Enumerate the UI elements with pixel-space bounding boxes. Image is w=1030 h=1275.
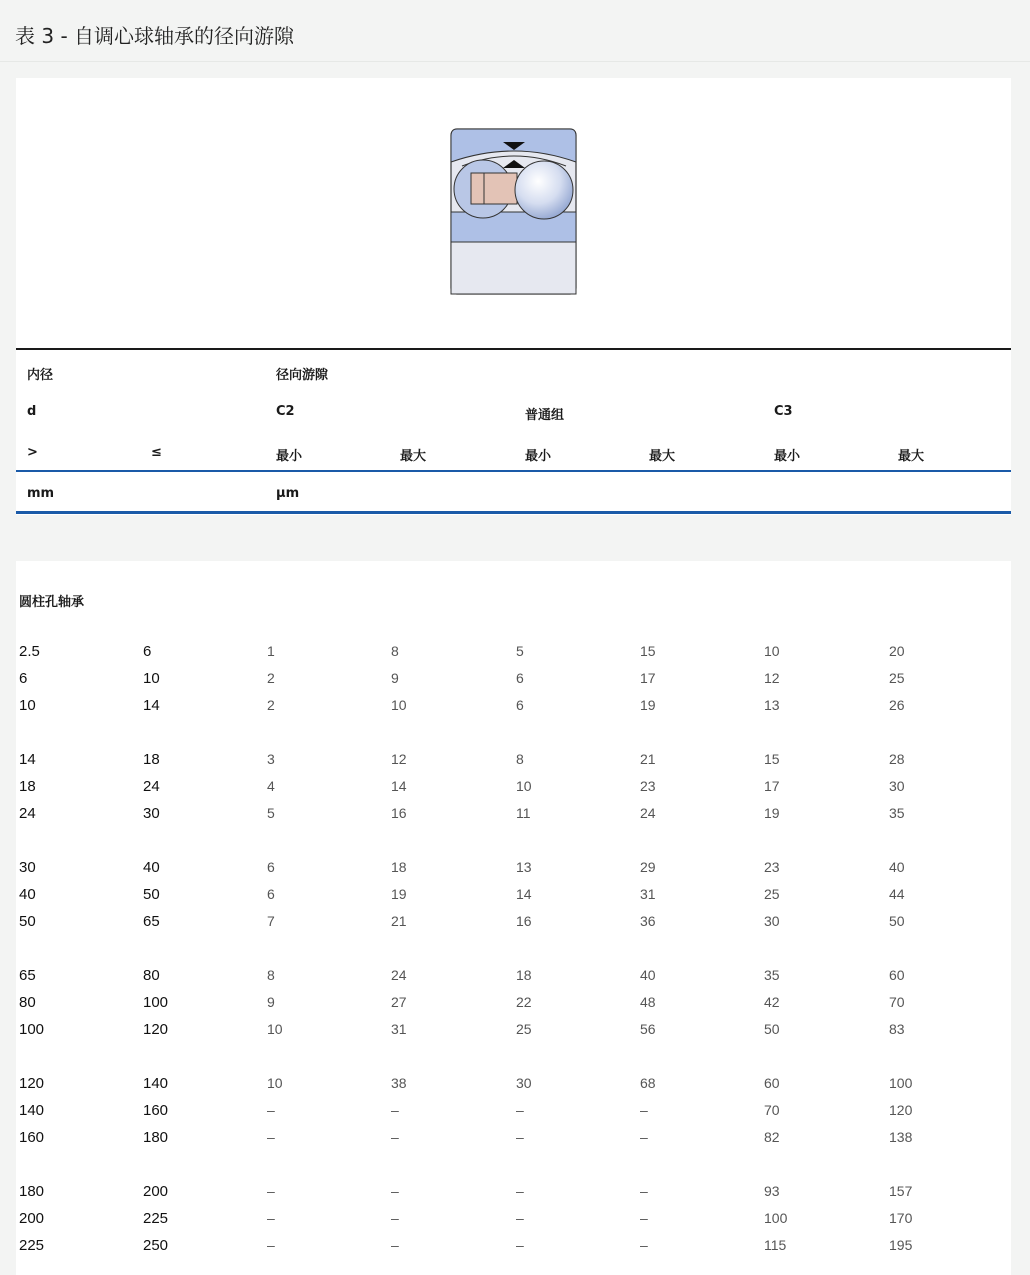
table-cell: –	[516, 1237, 524, 1253]
header-unit-mm: mm	[27, 486, 55, 501]
header-min: 最小	[276, 449, 303, 464]
table-cell: –	[516, 1210, 524, 1226]
table-cell: 225	[143, 1210, 169, 1227]
page-title: 表 3 - 自调心球轴承的径向游隙	[15, 24, 295, 48]
table-cell: 50	[764, 1021, 780, 1037]
table-cell: 115	[764, 1237, 787, 1253]
table-cell: 25	[764, 886, 780, 902]
table-row	[16, 697, 1011, 724]
table-cell: 40	[19, 886, 36, 903]
header-max: 最大	[400, 449, 427, 464]
header-top-rule	[16, 348, 1011, 350]
table-cell: 38	[391, 1075, 407, 1091]
table-cell: 18	[516, 967, 532, 983]
table-cell: –	[516, 1129, 524, 1145]
table-cell: 10	[516, 778, 532, 794]
table-cell: 30	[19, 859, 36, 876]
table-cell: 10	[391, 697, 407, 713]
table-cell: 24	[143, 778, 160, 795]
header-row-3	[16, 445, 1011, 485]
table-cell: –	[640, 1183, 648, 1199]
table-cell: 120	[889, 1102, 913, 1118]
table-cell: 2	[267, 697, 275, 713]
table-cell: 60	[764, 1075, 780, 1091]
header-row-units	[16, 486, 1011, 526]
table-cell: 1	[267, 643, 275, 659]
table-cell: 170	[889, 1210, 913, 1226]
header-min: 最小	[774, 449, 801, 464]
table-cell: 7	[267, 913, 275, 929]
table-cell: 83	[889, 1021, 905, 1037]
table-cell: 24	[640, 805, 656, 821]
table-row	[16, 1183, 1011, 1210]
table-row	[16, 643, 1011, 670]
table-cell: 2.5	[19, 643, 40, 660]
table-cell: –	[640, 1129, 648, 1145]
table-cell: 250	[143, 1237, 169, 1254]
header-min: 最小	[525, 449, 552, 464]
table-cell: 44	[889, 886, 905, 902]
table-cell: 29	[640, 859, 656, 875]
table-cell: 65	[19, 967, 36, 984]
table-cell: 31	[640, 886, 656, 902]
table-cell: 18	[391, 859, 407, 875]
table-cell: 68	[640, 1075, 656, 1091]
table-cell: 6	[19, 670, 28, 687]
header-max: 最大	[898, 449, 925, 464]
table-cell: 30	[516, 1075, 532, 1091]
table-cell: –	[516, 1183, 524, 1199]
table-cell: 10	[19, 697, 36, 714]
table-cell: –	[640, 1210, 648, 1226]
table-cell: 10	[764, 643, 780, 659]
table-row	[16, 751, 1011, 778]
table-row	[16, 1210, 1011, 1237]
table-cell: 40	[889, 859, 905, 875]
table-cell: 12	[764, 670, 780, 686]
table-row	[16, 1129, 1011, 1156]
table-cell: 6	[516, 670, 524, 686]
table-cell: 180	[19, 1183, 45, 1200]
table-cell: 93	[764, 1183, 780, 1199]
table-cell: 100	[143, 994, 169, 1011]
table-cell: 23	[640, 778, 656, 794]
table-cell: 10	[143, 670, 160, 687]
table-cell: –	[516, 1102, 524, 1118]
table-cell: 160	[143, 1102, 169, 1119]
table-cell: 35	[889, 805, 905, 821]
table-cell: 17	[640, 670, 656, 686]
table-cell: 8	[267, 967, 275, 983]
table-cell: 70	[764, 1102, 780, 1118]
table-cell: –	[391, 1183, 399, 1199]
table-cell: –	[267, 1129, 275, 1145]
table-cell: 27	[391, 994, 407, 1010]
table-row	[16, 1237, 1011, 1264]
table-cell: 24	[19, 805, 36, 822]
table-cell: 40	[640, 967, 656, 983]
table-cell: 25	[516, 1021, 532, 1037]
table-cell: 26	[889, 697, 905, 713]
table-cell: 19	[764, 805, 780, 821]
table-cell: 15	[640, 643, 656, 659]
table-cell: 195	[889, 1237, 913, 1253]
table-cell: –	[391, 1129, 399, 1145]
table-cell: 30	[889, 778, 905, 794]
table-cell: 6	[267, 859, 275, 875]
table-cell: 30	[143, 805, 160, 822]
table-cell: –	[267, 1237, 275, 1253]
table-cell: 10	[267, 1021, 283, 1037]
table-cell: 50	[143, 886, 160, 903]
table-cell: 10	[267, 1075, 283, 1091]
table-cell: 19	[391, 886, 407, 902]
table-cell: 18	[19, 778, 36, 795]
table-cell: 30	[764, 913, 780, 929]
table-cell: 200	[143, 1183, 169, 1200]
table-cell: 13	[516, 859, 532, 875]
table-row	[16, 967, 1011, 994]
table-cell: 100	[764, 1210, 788, 1226]
table-cell: 31	[391, 1021, 407, 1037]
table-header-card	[16, 78, 1011, 515]
table-row	[16, 1102, 1011, 1129]
table-cell: –	[267, 1210, 275, 1226]
header-max: 最大	[649, 449, 676, 464]
table-cell: 14	[516, 886, 532, 902]
table-cell: 24	[391, 967, 407, 983]
table-row	[16, 913, 1011, 940]
table-row	[16, 1021, 1011, 1048]
table-cell: 80	[143, 967, 160, 984]
table-cell: 36	[640, 913, 656, 929]
table-cell: 80	[19, 994, 36, 1011]
bearing-clearance-diagram	[450, 128, 578, 296]
table-cell: 16	[516, 913, 532, 929]
table-cell: –	[391, 1102, 399, 1118]
table-cell: 5	[267, 805, 275, 821]
table-cell: 18	[143, 751, 160, 768]
table-cell: 22	[516, 994, 532, 1010]
table-cell: 120	[143, 1021, 169, 1038]
section-title: 圆柱孔轴承	[19, 595, 85, 610]
table-cell: 8	[391, 643, 399, 659]
table-cell: 100	[19, 1021, 45, 1038]
table-cell: –	[391, 1237, 399, 1253]
header-d: d	[27, 404, 37, 419]
table-cell: 6	[516, 697, 524, 713]
table-row	[16, 994, 1011, 1021]
table-cell: 180	[143, 1129, 169, 1146]
table-cell: 65	[143, 913, 160, 930]
table-cell: 13	[764, 697, 780, 713]
table-cell: 9	[267, 994, 275, 1010]
table-cell: 225	[19, 1237, 45, 1254]
table-cell: 3	[267, 751, 275, 767]
table-cell: 157	[889, 1183, 913, 1199]
header-unit-um: μm	[276, 486, 300, 501]
table-cell: 28	[889, 751, 905, 767]
header-unit-rule	[16, 470, 1011, 472]
table-cell: 82	[764, 1129, 780, 1145]
header-row-2	[16, 404, 1011, 444]
table-cell: 60	[889, 967, 905, 983]
table-row	[16, 886, 1011, 913]
table-cell: 50	[19, 913, 36, 930]
table-row	[16, 778, 1011, 805]
header-bore-label: 内径	[27, 368, 54, 383]
table-cell: 14	[143, 697, 160, 714]
table-row	[16, 859, 1011, 886]
table-cell: 21	[640, 751, 656, 767]
table-cell: 160	[19, 1129, 45, 1146]
table-cell: 23	[764, 859, 780, 875]
table-cell: 40	[143, 859, 160, 876]
table-cell: 16	[391, 805, 407, 821]
table-cell: –	[267, 1102, 275, 1118]
table-cell: 11	[516, 805, 531, 821]
table-cell: 6	[267, 886, 275, 902]
table-cell: 8	[516, 751, 524, 767]
table-cell: 15	[764, 751, 780, 767]
table-row	[16, 805, 1011, 832]
header-c3: C3	[774, 404, 793, 419]
table-cell: 70	[889, 994, 905, 1010]
table-cell: –	[640, 1237, 648, 1253]
table-cell: 25	[889, 670, 905, 686]
table-cell: –	[391, 1210, 399, 1226]
header-c2: C2	[276, 404, 295, 419]
table-cell: 138	[889, 1129, 913, 1145]
table-cell: 48	[640, 994, 656, 1010]
table-cell: 12	[391, 751, 407, 767]
table-body-card	[16, 561, 1011, 1275]
table-cell: 2	[267, 670, 275, 686]
table-cell: –	[640, 1102, 648, 1118]
header-normal: 普通组	[525, 408, 565, 423]
table-cell: 14	[391, 778, 407, 794]
table-row	[16, 1075, 1011, 1102]
header-clearance-label: 径向游隙	[276, 368, 329, 383]
table-cell: 4	[267, 778, 275, 794]
table-cell: 140	[19, 1102, 45, 1119]
header-gt: >	[27, 445, 38, 460]
table-cell: 9	[391, 670, 399, 686]
table-cell: 5	[516, 643, 524, 659]
header-bottom-rule	[16, 511, 1011, 514]
table-cell: 100	[889, 1075, 913, 1091]
table-cell: 20	[889, 643, 905, 659]
table-cell: 19	[640, 697, 656, 713]
title-bar	[0, 0, 1030, 62]
table-cell: 42	[764, 994, 780, 1010]
table-cell: 200	[19, 1210, 45, 1227]
table-cell: 14	[19, 751, 36, 768]
table-cell: 6	[143, 643, 152, 660]
header-le: ≤	[151, 445, 162, 460]
table-cell: 120	[19, 1075, 45, 1092]
table-cell: 140	[143, 1075, 169, 1092]
table-cell: 21	[391, 913, 407, 929]
table-cell: 50	[889, 913, 905, 929]
table-cell: 17	[764, 778, 780, 794]
header-row-1	[16, 364, 1011, 404]
table-cell: 35	[764, 967, 780, 983]
table-row	[16, 670, 1011, 697]
table-cell: 56	[640, 1021, 656, 1037]
table-cell: –	[267, 1183, 275, 1199]
